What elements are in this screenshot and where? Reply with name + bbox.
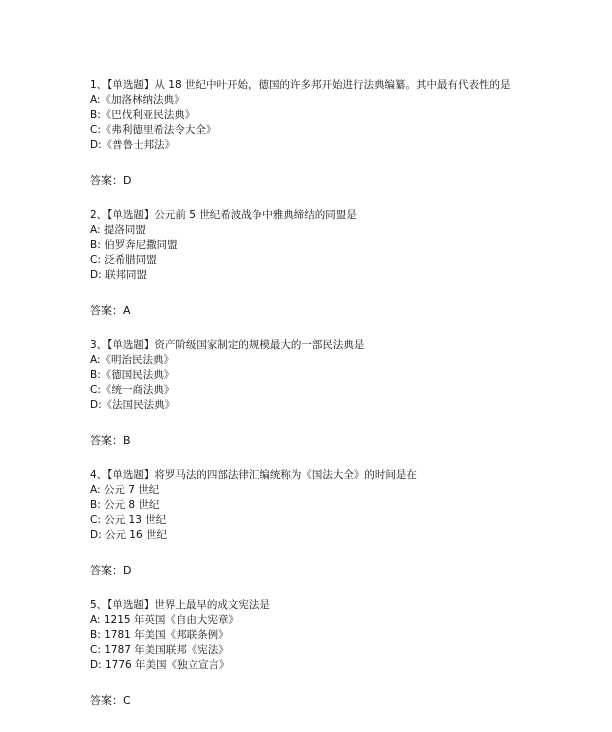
- question-title: 4、【单选题】将罗马法的四部法律汇编统称为《国法大全》的时间是在: [90, 469, 417, 481]
- option-a: A: 提洛同盟: [90, 224, 146, 236]
- option-c: C:《弗利德里希法令大全》: [90, 124, 217, 136]
- answer-line: 答案：D: [90, 564, 132, 577]
- answer-line: 答案：B: [90, 434, 131, 447]
- answer-line: 答案：C: [90, 694, 131, 707]
- question-item: [90, 78, 590, 188]
- question-title: 2、【单选题】公元前 5 世纪希波战争中雅典缔结的同盟是: [90, 209, 357, 221]
- option-a: A: 公元 7 世纪: [90, 484, 160, 496]
- question-item: [90, 208, 590, 318]
- question-item: [90, 338, 590, 448]
- question-item: [90, 468, 590, 578]
- option-c: C: 泛希腊同盟: [90, 254, 157, 266]
- option-c: C: 1787 年美国联邦《宪法》: [90, 644, 229, 656]
- option-d: D:《普鲁士邦法》: [90, 139, 176, 151]
- question-title: 3、【单选题】资产阶级国家制定的规模最大的一部民法典是: [90, 339, 365, 351]
- question-title: 1、【单选题】从 18 世纪中叶开始，德国的许多邦开始进行法典编纂。其中最有代表性的是: [90, 79, 511, 91]
- option-c: C:《统一商法典》: [90, 384, 175, 396]
- question-list: [90, 78, 590, 728]
- option-d: D: 联邦同盟: [90, 269, 147, 281]
- answer-line: 答案：A: [90, 304, 131, 317]
- option-b: B: 伯罗奔尼撒同盟: [90, 239, 178, 251]
- option-b: B:《巴伐利亚民法典》: [90, 109, 196, 121]
- option-a: A: 1215 年英国《自由大宪章》: [90, 614, 239, 626]
- option-d: D: 公元 16 世纪: [90, 529, 167, 541]
- option-b: B: 1781 年美国《邦联条例》: [90, 629, 229, 641]
- option-d: D: 1776 年美国《独立宣言》: [90, 659, 230, 671]
- option-b: B:《德国民法典》: [90, 369, 175, 381]
- question-item: [90, 598, 590, 708]
- answer-line: 答案：D: [90, 174, 132, 187]
- option-a: A:《明治民法典》: [90, 354, 175, 366]
- question-title: 5、【单选题】世界上最早的成文宪法是: [90, 599, 270, 611]
- option-c: C: 公元 13 世纪: [90, 514, 167, 526]
- option-b: B: 公元 8 世纪: [90, 499, 160, 511]
- option-a: A:《加洛林纳法典》: [90, 94, 185, 106]
- option-d: D:《法国民法典》: [90, 399, 176, 411]
